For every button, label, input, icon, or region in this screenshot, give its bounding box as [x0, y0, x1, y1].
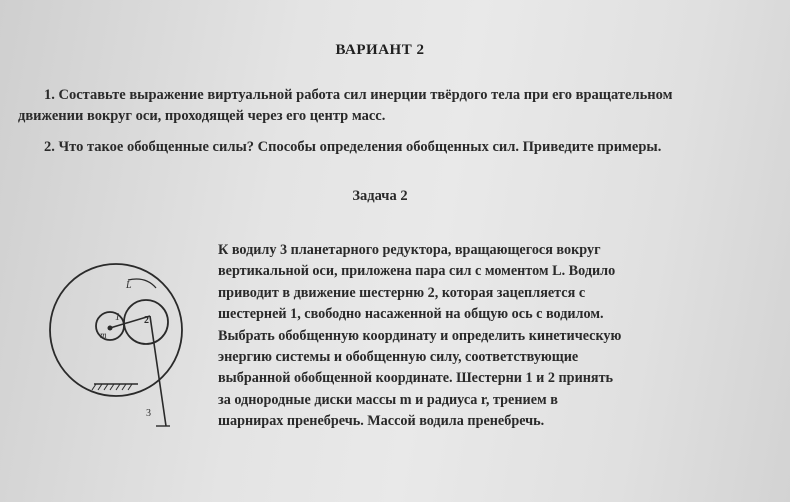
- gear-2-label: 2: [144, 315, 149, 326]
- moment-label: L: [126, 280, 132, 291]
- question-2: 2. Что такое обобщенные силы? Способы определения обобщенных сил. Приведите примеры.: [44, 139, 662, 155]
- moment-arc: [128, 279, 156, 288]
- task-title: Задача 2: [352, 188, 408, 204]
- task-text: К водилу 3 планетарного редуктора, вращающегося вокруг вертикальной оси, приложена пара сил с моментом L. Водило приводит в движение шестерню 2, которая зацепляется с шестерней 1, свободно насаженной на общую ось с водилом. Выбрать обобщенную координату и определить кинетическую энергию системы и обобщенную силу, соответствующие выбранной обобщенной координате. Шестерни 1 и 2 принять за однородные диски массы m и радиуса r, трением в шарнирах пренебречь. Массой водила пренебречь.: [218, 242, 622, 430]
- carrier-label: 3: [146, 408, 151, 419]
- ground-hatching: [92, 384, 132, 390]
- planetary-gear-figure: [38, 258, 203, 433]
- question-1: 1. Составьте выражение виртуальной работа сил инерции твёрдого тела при его вращательном движении вокруг оси, проходящей через его центр масс.: [18, 87, 673, 124]
- gear-1-label: 1: [115, 312, 120, 323]
- mass-label: m: [100, 330, 107, 340]
- carrier-arm-extension: [150, 316, 166, 426]
- variant-title: ВАРИАНТ 2: [335, 42, 425, 58]
- outer-ring: [50, 264, 182, 396]
